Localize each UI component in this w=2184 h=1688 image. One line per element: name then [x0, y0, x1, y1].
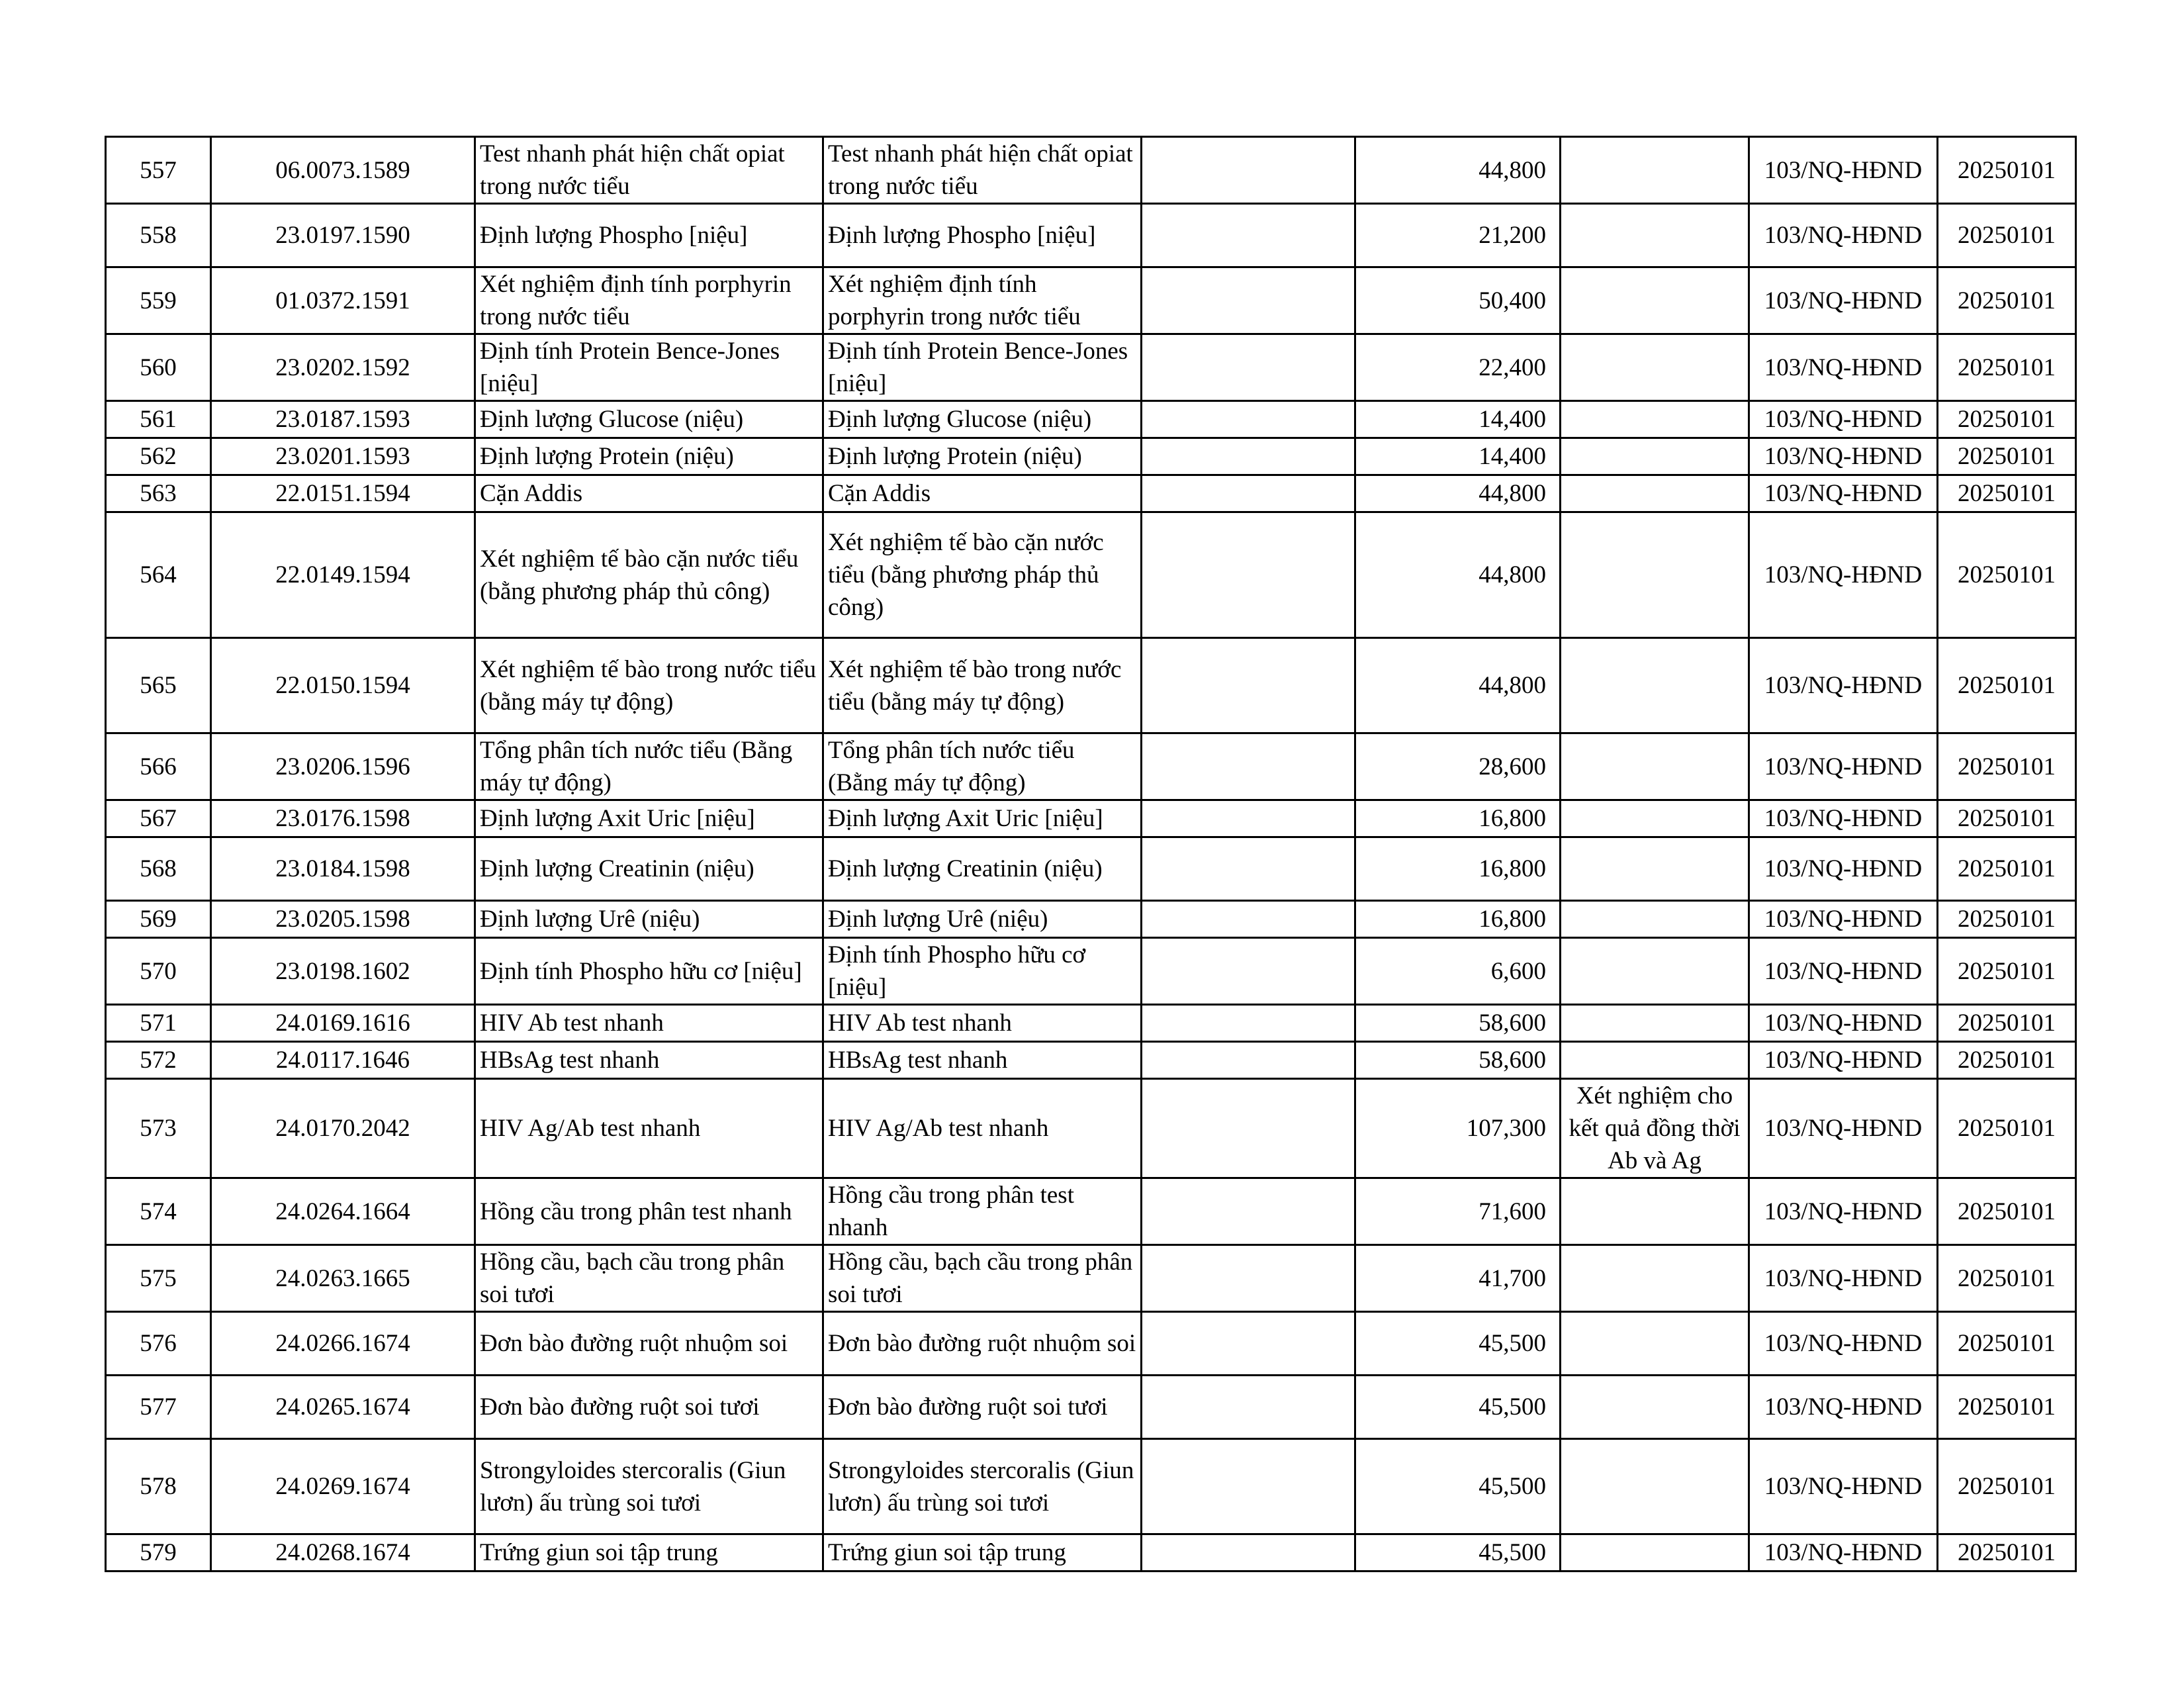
row-number: 569 [106, 901, 211, 938]
service-note [1561, 438, 1749, 475]
table-row [106, 204, 2076, 267]
empty-cell [1142, 733, 1355, 800]
service-price: 45,500 [1355, 1534, 1561, 1571]
row-number: 566 [106, 733, 211, 800]
service-code: 23.0198.1602 [211, 938, 475, 1005]
service-note: Xét nghiệm cho kết quả đồng thời Ab và Ag [1561, 1079, 1749, 1178]
row-number: 564 [106, 512, 211, 638]
service-note [1561, 638, 1749, 733]
effective-date: 20250101 [1938, 334, 2076, 401]
service-price: 45,500 [1355, 1376, 1561, 1439]
service-price: 71,600 [1355, 1178, 1561, 1245]
empty-cell [1142, 1312, 1355, 1376]
empty-cell [1142, 1005, 1355, 1042]
resolution-number: 103/NQ-HĐND [1749, 638, 1938, 733]
service-note [1561, 1005, 1749, 1042]
service-name: Đơn bào đường ruột soi tươi [475, 1376, 823, 1439]
service-price: 6,600 [1355, 938, 1561, 1005]
row-number: 559 [106, 267, 211, 334]
service-code: 24.0169.1616 [211, 1005, 475, 1042]
resolution-number: 103/NQ-HĐND [1749, 512, 1938, 638]
service-name: Định lượng Urê (niệu) [475, 901, 823, 938]
resolution-number: 103/NQ-HĐND [1749, 438, 1938, 475]
resolution-number: 103/NQ-HĐND [1749, 204, 1938, 267]
resolution-number: 103/NQ-HĐND [1749, 837, 1938, 901]
effective-date: 20250101 [1938, 733, 2076, 800]
service-name-approved: HIV Ab test nhanh [823, 1005, 1142, 1042]
empty-cell [1142, 1178, 1355, 1245]
table-row [106, 401, 2076, 438]
table-body [106, 137, 2076, 1571]
service-name: Tổng phân tích nước tiểu (Bằng máy tự động) [475, 733, 823, 800]
service-name-approved: Test nhanh phát hiện chất opiat trong nước tiểu [823, 137, 1142, 204]
table-row [106, 267, 2076, 334]
service-name-approved: HBsAg test nhanh [823, 1042, 1142, 1079]
service-name-approved: Xét nghiệm tế bào trong nước tiểu (bằng máy tự động) [823, 638, 1142, 733]
service-name: Định lượng Protein (niệu) [475, 438, 823, 475]
table-row [106, 438, 2076, 475]
empty-cell [1142, 512, 1355, 638]
table-row [106, 1079, 2076, 1178]
row-number: 570 [106, 938, 211, 1005]
empty-cell [1142, 438, 1355, 475]
effective-date: 20250101 [1938, 800, 2076, 837]
service-code: 22.0151.1594 [211, 475, 475, 512]
row-number: 571 [106, 1005, 211, 1042]
effective-date: 20250101 [1938, 1178, 2076, 1245]
service-name: Test nhanh phát hiện chất opiat trong nước tiểu [475, 137, 823, 204]
effective-date: 20250101 [1938, 1042, 2076, 1079]
service-note [1561, 800, 1749, 837]
row-number: 573 [106, 1079, 211, 1178]
service-note [1561, 401, 1749, 438]
effective-date: 20250101 [1938, 837, 2076, 901]
resolution-number: 103/NQ-HĐND [1749, 137, 1938, 204]
service-name-approved: Định lượng Axit Uric [niệu] [823, 800, 1142, 837]
service-name-approved: HIV Ag/Ab test nhanh [823, 1079, 1142, 1178]
service-name-approved: Tổng phân tích nước tiểu (Bằng máy tự động) [823, 733, 1142, 800]
effective-date: 20250101 [1938, 204, 2076, 267]
service-code: 23.0184.1598 [211, 837, 475, 901]
effective-date: 20250101 [1938, 137, 2076, 204]
service-code: 23.0187.1593 [211, 401, 475, 438]
service-note [1561, 1312, 1749, 1376]
table-row [106, 837, 2076, 901]
service-code: 22.0150.1594 [211, 638, 475, 733]
service-name-approved: Định lượng Protein (niệu) [823, 438, 1142, 475]
table-row [106, 1534, 2076, 1571]
empty-cell [1142, 1534, 1355, 1571]
service-name-approved: Cặn Addis [823, 475, 1142, 512]
table-row [106, 800, 2076, 837]
service-name: HIV Ab test nhanh [475, 1005, 823, 1042]
empty-cell [1142, 475, 1355, 512]
effective-date: 20250101 [1938, 1312, 2076, 1376]
service-name: Định tính Phospho hữu cơ [niệu] [475, 938, 823, 1005]
service-note [1561, 1376, 1749, 1439]
table-row [106, 733, 2076, 800]
service-price: 44,800 [1355, 512, 1561, 638]
empty-cell [1142, 401, 1355, 438]
row-number: 578 [106, 1439, 211, 1534]
service-name: Strongyloides stercoralis (Giun lươn) ấu trùng soi tươi [475, 1439, 823, 1534]
service-name-approved: Định lượng Urê (niệu) [823, 901, 1142, 938]
service-price: 107,300 [1355, 1079, 1561, 1178]
empty-cell [1142, 204, 1355, 267]
service-code: 24.0170.2042 [211, 1079, 475, 1178]
row-number: 575 [106, 1245, 211, 1312]
row-number: 577 [106, 1376, 211, 1439]
effective-date: 20250101 [1938, 638, 2076, 733]
row-number: 565 [106, 638, 211, 733]
resolution-number: 103/NQ-HĐND [1749, 938, 1938, 1005]
table-row [106, 512, 2076, 638]
empty-cell [1142, 800, 1355, 837]
service-code: 24.0263.1665 [211, 1245, 475, 1312]
table-row [106, 137, 2076, 204]
service-name: Định lượng Creatinin (niệu) [475, 837, 823, 901]
service-price: 16,800 [1355, 837, 1561, 901]
service-code: 23.0201.1593 [211, 438, 475, 475]
service-note [1561, 1439, 1749, 1534]
effective-date: 20250101 [1938, 1376, 2076, 1439]
effective-date: 20250101 [1938, 1245, 2076, 1312]
table-row [106, 1245, 2076, 1312]
empty-cell [1142, 1079, 1355, 1178]
service-code: 24.0117.1646 [211, 1042, 475, 1079]
service-name: Cặn Addis [475, 475, 823, 512]
service-code: 24.0265.1674 [211, 1376, 475, 1439]
effective-date: 20250101 [1938, 512, 2076, 638]
service-note [1561, 1245, 1749, 1312]
effective-date: 20250101 [1938, 1439, 2076, 1534]
resolution-number: 103/NQ-HĐND [1749, 901, 1938, 938]
service-name: Định lượng Phospho [niệu] [475, 204, 823, 267]
resolution-number: 103/NQ-HĐND [1749, 475, 1938, 512]
service-price: 14,400 [1355, 401, 1561, 438]
empty-cell [1142, 1245, 1355, 1312]
row-number: 568 [106, 837, 211, 901]
service-name-approved: Trứng giun soi tập trung [823, 1534, 1142, 1571]
service-name: Hồng cầu, bạch cầu trong phân soi tươi [475, 1245, 823, 1312]
effective-date: 20250101 [1938, 938, 2076, 1005]
service-note [1561, 334, 1749, 401]
row-number: 563 [106, 475, 211, 512]
service-code: 24.0266.1674 [211, 1312, 475, 1376]
resolution-number: 103/NQ-HĐND [1749, 401, 1938, 438]
resolution-number: 103/NQ-HĐND [1749, 1005, 1938, 1042]
row-number: 574 [106, 1178, 211, 1245]
service-code: 23.0206.1596 [211, 733, 475, 800]
service-name-approved: Định tính Protein Bence-Jones [niệu] [823, 334, 1142, 401]
service-code: 22.0149.1594 [211, 512, 475, 638]
resolution-number: 103/NQ-HĐND [1749, 334, 1938, 401]
effective-date: 20250101 [1938, 438, 2076, 475]
service-name-approved: Hồng cầu, bạch cầu trong phân soi tươi [823, 1245, 1142, 1312]
resolution-number: 103/NQ-HĐND [1749, 800, 1938, 837]
empty-cell [1142, 837, 1355, 901]
table-row [106, 334, 2076, 401]
service-note [1561, 204, 1749, 267]
resolution-number: 103/NQ-HĐND [1749, 1376, 1938, 1439]
service-name: Đơn bào đường ruột nhuộm soi [475, 1312, 823, 1376]
service-code: 06.0073.1589 [211, 137, 475, 204]
service-code: 24.0268.1674 [211, 1534, 475, 1571]
service-price: 58,600 [1355, 1005, 1561, 1042]
resolution-number: 103/NQ-HĐND [1749, 1178, 1938, 1245]
row-number: 562 [106, 438, 211, 475]
service-price: 28,600 [1355, 733, 1561, 800]
service-name-approved: Strongyloides stercoralis (Giun lươn) ấu trùng soi tươi [823, 1439, 1142, 1534]
row-number: 560 [106, 334, 211, 401]
service-name-approved: Đơn bào đường ruột soi tươi [823, 1376, 1142, 1439]
service-code: 23.0197.1590 [211, 204, 475, 267]
service-price: 58,600 [1355, 1042, 1561, 1079]
service-name: Xét nghiệm tế bào trong nước tiểu (bằng máy tự động) [475, 638, 823, 733]
service-code: 24.0269.1674 [211, 1439, 475, 1534]
service-name-approved: Hồng cầu trong phân test nhanh [823, 1178, 1142, 1245]
service-price: 41,700 [1355, 1245, 1561, 1312]
empty-cell [1142, 1376, 1355, 1439]
service-note [1561, 137, 1749, 204]
resolution-number: 103/NQ-HĐND [1749, 267, 1938, 334]
service-code: 23.0205.1598 [211, 901, 475, 938]
resolution-number: 103/NQ-HĐND [1749, 1079, 1938, 1178]
service-name: Định tính Protein Bence-Jones [niệu] [475, 334, 823, 401]
table-row [106, 1312, 2076, 1376]
table-row [106, 1178, 2076, 1245]
empty-cell [1142, 1439, 1355, 1534]
row-number: 561 [106, 401, 211, 438]
effective-date: 20250101 [1938, 1534, 2076, 1571]
empty-cell [1142, 638, 1355, 733]
service-name: Định lượng Glucose (niệu) [475, 401, 823, 438]
row-number: 576 [106, 1312, 211, 1376]
service-price: 44,800 [1355, 137, 1561, 204]
service-name-approved: Định lượng Glucose (niệu) [823, 401, 1142, 438]
service-note [1561, 1178, 1749, 1245]
table-row [106, 1376, 2076, 1439]
service-code: 24.0264.1664 [211, 1178, 475, 1245]
row-number: 557 [106, 137, 211, 204]
effective-date: 20250101 [1938, 1005, 2076, 1042]
service-name-approved: Xét nghiệm định tính porphyrin trong nước tiểu [823, 267, 1142, 334]
effective-date: 20250101 [1938, 1079, 2076, 1178]
empty-cell [1142, 334, 1355, 401]
service-note [1561, 475, 1749, 512]
service-name: Định lượng Axit Uric [niệu] [475, 800, 823, 837]
empty-cell [1142, 1042, 1355, 1079]
service-note [1561, 938, 1749, 1005]
table-row [106, 938, 2076, 1005]
service-name-approved: Xét nghiệm tế bào cặn nước tiểu (bằng phương pháp thủ công) [823, 512, 1142, 638]
service-note [1561, 733, 1749, 800]
service-price: 44,800 [1355, 638, 1561, 733]
service-price: 50,400 [1355, 267, 1561, 334]
service-name: HBsAg test nhanh [475, 1042, 823, 1079]
service-note [1561, 901, 1749, 938]
resolution-number: 103/NQ-HĐND [1749, 1439, 1938, 1534]
service-code: 23.0202.1592 [211, 334, 475, 401]
effective-date: 20250101 [1938, 475, 2076, 512]
resolution-number: 103/NQ-HĐND [1749, 733, 1938, 800]
service-name: Xét nghiệm tế bào cặn nước tiểu (bằng phương pháp thủ công) [475, 512, 823, 638]
effective-date: 20250101 [1938, 267, 2076, 334]
service-price: 45,500 [1355, 1439, 1561, 1534]
service-price: 16,800 [1355, 800, 1561, 837]
resolution-number: 103/NQ-HĐND [1749, 1312, 1938, 1376]
table-row [106, 638, 2076, 733]
empty-cell [1142, 938, 1355, 1005]
service-code: 23.0176.1598 [211, 800, 475, 837]
table-row [106, 475, 2076, 512]
effective-date: 20250101 [1938, 901, 2076, 938]
service-code: 01.0372.1591 [211, 267, 475, 334]
service-price: 44,800 [1355, 475, 1561, 512]
table-row [106, 901, 2076, 938]
row-number: 572 [106, 1042, 211, 1079]
effective-date: 20250101 [1938, 401, 2076, 438]
service-price: 22,400 [1355, 334, 1561, 401]
resolution-number: 103/NQ-HĐND [1749, 1534, 1938, 1571]
service-price: 45,500 [1355, 1312, 1561, 1376]
row-number: 558 [106, 204, 211, 267]
service-name: Xét nghiệm định tính porphyrin trong nước tiểu [475, 267, 823, 334]
service-name-approved: Định tính Phospho hữu cơ [niệu] [823, 938, 1142, 1005]
row-number: 579 [106, 1534, 211, 1571]
service-note [1561, 1042, 1749, 1079]
service-price-table [105, 136, 2077, 1572]
service-price: 21,200 [1355, 204, 1561, 267]
service-note [1561, 267, 1749, 334]
service-name-approved: Định lượng Creatinin (niệu) [823, 837, 1142, 901]
table-row [106, 1005, 2076, 1042]
table-row [106, 1042, 2076, 1079]
service-name: Hồng cầu trong phân test nhanh [475, 1178, 823, 1245]
empty-cell [1142, 137, 1355, 204]
table-row [106, 1439, 2076, 1534]
service-name: HIV Ag/Ab test nhanh [475, 1079, 823, 1178]
service-price: 16,800 [1355, 901, 1561, 938]
service-note [1561, 837, 1749, 901]
service-note [1561, 512, 1749, 638]
service-name-approved: Đơn bào đường ruột nhuộm soi [823, 1312, 1142, 1376]
service-name-approved: Định lượng Phospho [niệu] [823, 204, 1142, 267]
service-name: Trứng giun soi tập trung [475, 1534, 823, 1571]
empty-cell [1142, 901, 1355, 938]
service-price: 14,400 [1355, 438, 1561, 475]
service-note [1561, 1534, 1749, 1571]
empty-cell [1142, 267, 1355, 334]
resolution-number: 103/NQ-HĐND [1749, 1245, 1938, 1312]
row-number: 567 [106, 800, 211, 837]
resolution-number: 103/NQ-HĐND [1749, 1042, 1938, 1079]
